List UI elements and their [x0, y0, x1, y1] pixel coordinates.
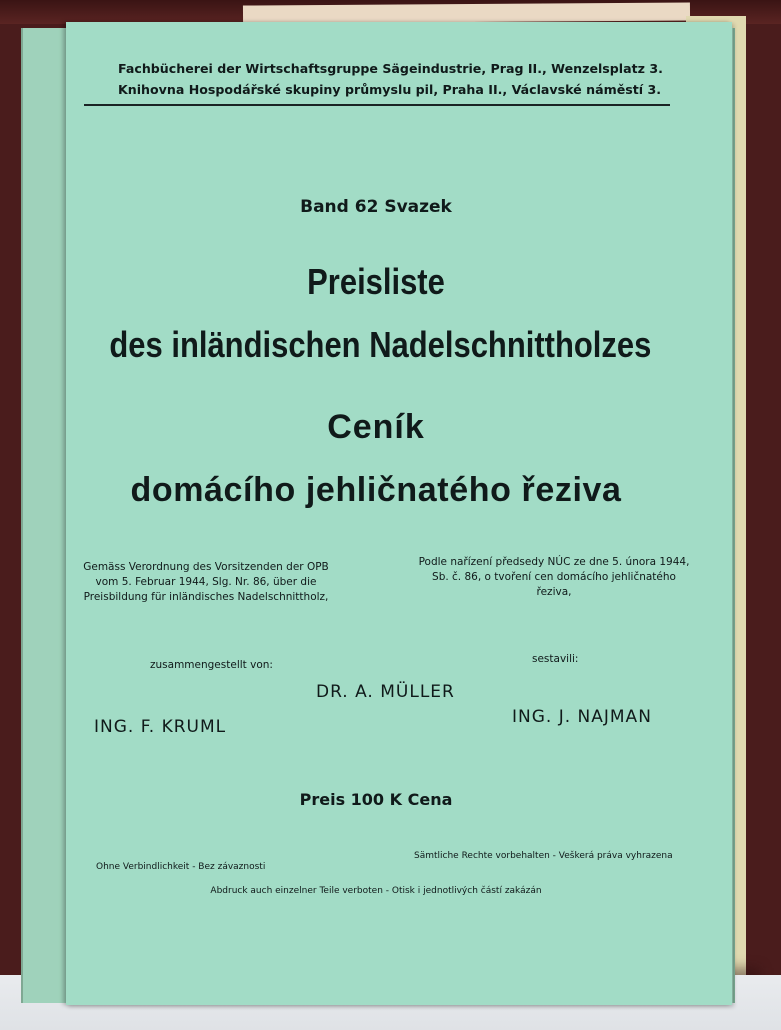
background-paper [243, 2, 690, 23]
title-czech-line-2: domácího jehličnatého řeziva [130, 471, 622, 509]
reprint-notice: Abdruck auch einzelner Teile verboten - Otisk i jednotlivých částí zakázán [210, 886, 542, 896]
title-czech-line-1: Ceník [327, 408, 425, 446]
title-german-line-2: des inländischen Nadelschnittholzes [109, 324, 652, 365]
author-kruml: ING. F. KRUML [94, 717, 227, 737]
compiled-by-german: zusammengestellt von: [150, 659, 273, 671]
disclaimer-no-liability: Ohne Verbindlichkeit - Bez závaznosti [96, 862, 266, 872]
pamphlet-cover [66, 22, 732, 1005]
header-rule [84, 104, 670, 106]
volume-number: Band 62 Svazek [300, 197, 452, 217]
series-line-german: Fachbücherei der Wirtschaftsgruppe Sägeindustrie, Prag II., Wenzelsplatz 3. [118, 61, 663, 76]
author-najman: ING. J. NAJMAN [512, 707, 652, 727]
legal-basis-czech: Podle nařízení předsedy NÚC ze dne 5. února 1944, Sb. č. 86, o tvoření cen domácího jehličnatého řeziva, [418, 556, 690, 598]
series-line-czech: Knihovna Hospodářské skupiny průmyslu pil, Praha II., Václavské náměstí 3. [118, 82, 661, 97]
author-muller: DR. A. MÜLLER [316, 682, 455, 702]
legal-basis-german: Gemäss Verordnung des Vorsitzenden der OPB vom 5. Februar 1944, Slg. Nr. 86, über die Preisbildung für inländisches Nadelschnittholz, [83, 561, 329, 603]
price-label: Preis 100 K Cena [299, 790, 453, 809]
title-german-line-1: Preisliste [307, 261, 445, 302]
compiled-by-czech: sestavili: [532, 653, 579, 665]
disclaimer-rights-reserved: Sämtliche Rechte vorbehalten - Veškerá práva vyhrazena [414, 851, 673, 861]
